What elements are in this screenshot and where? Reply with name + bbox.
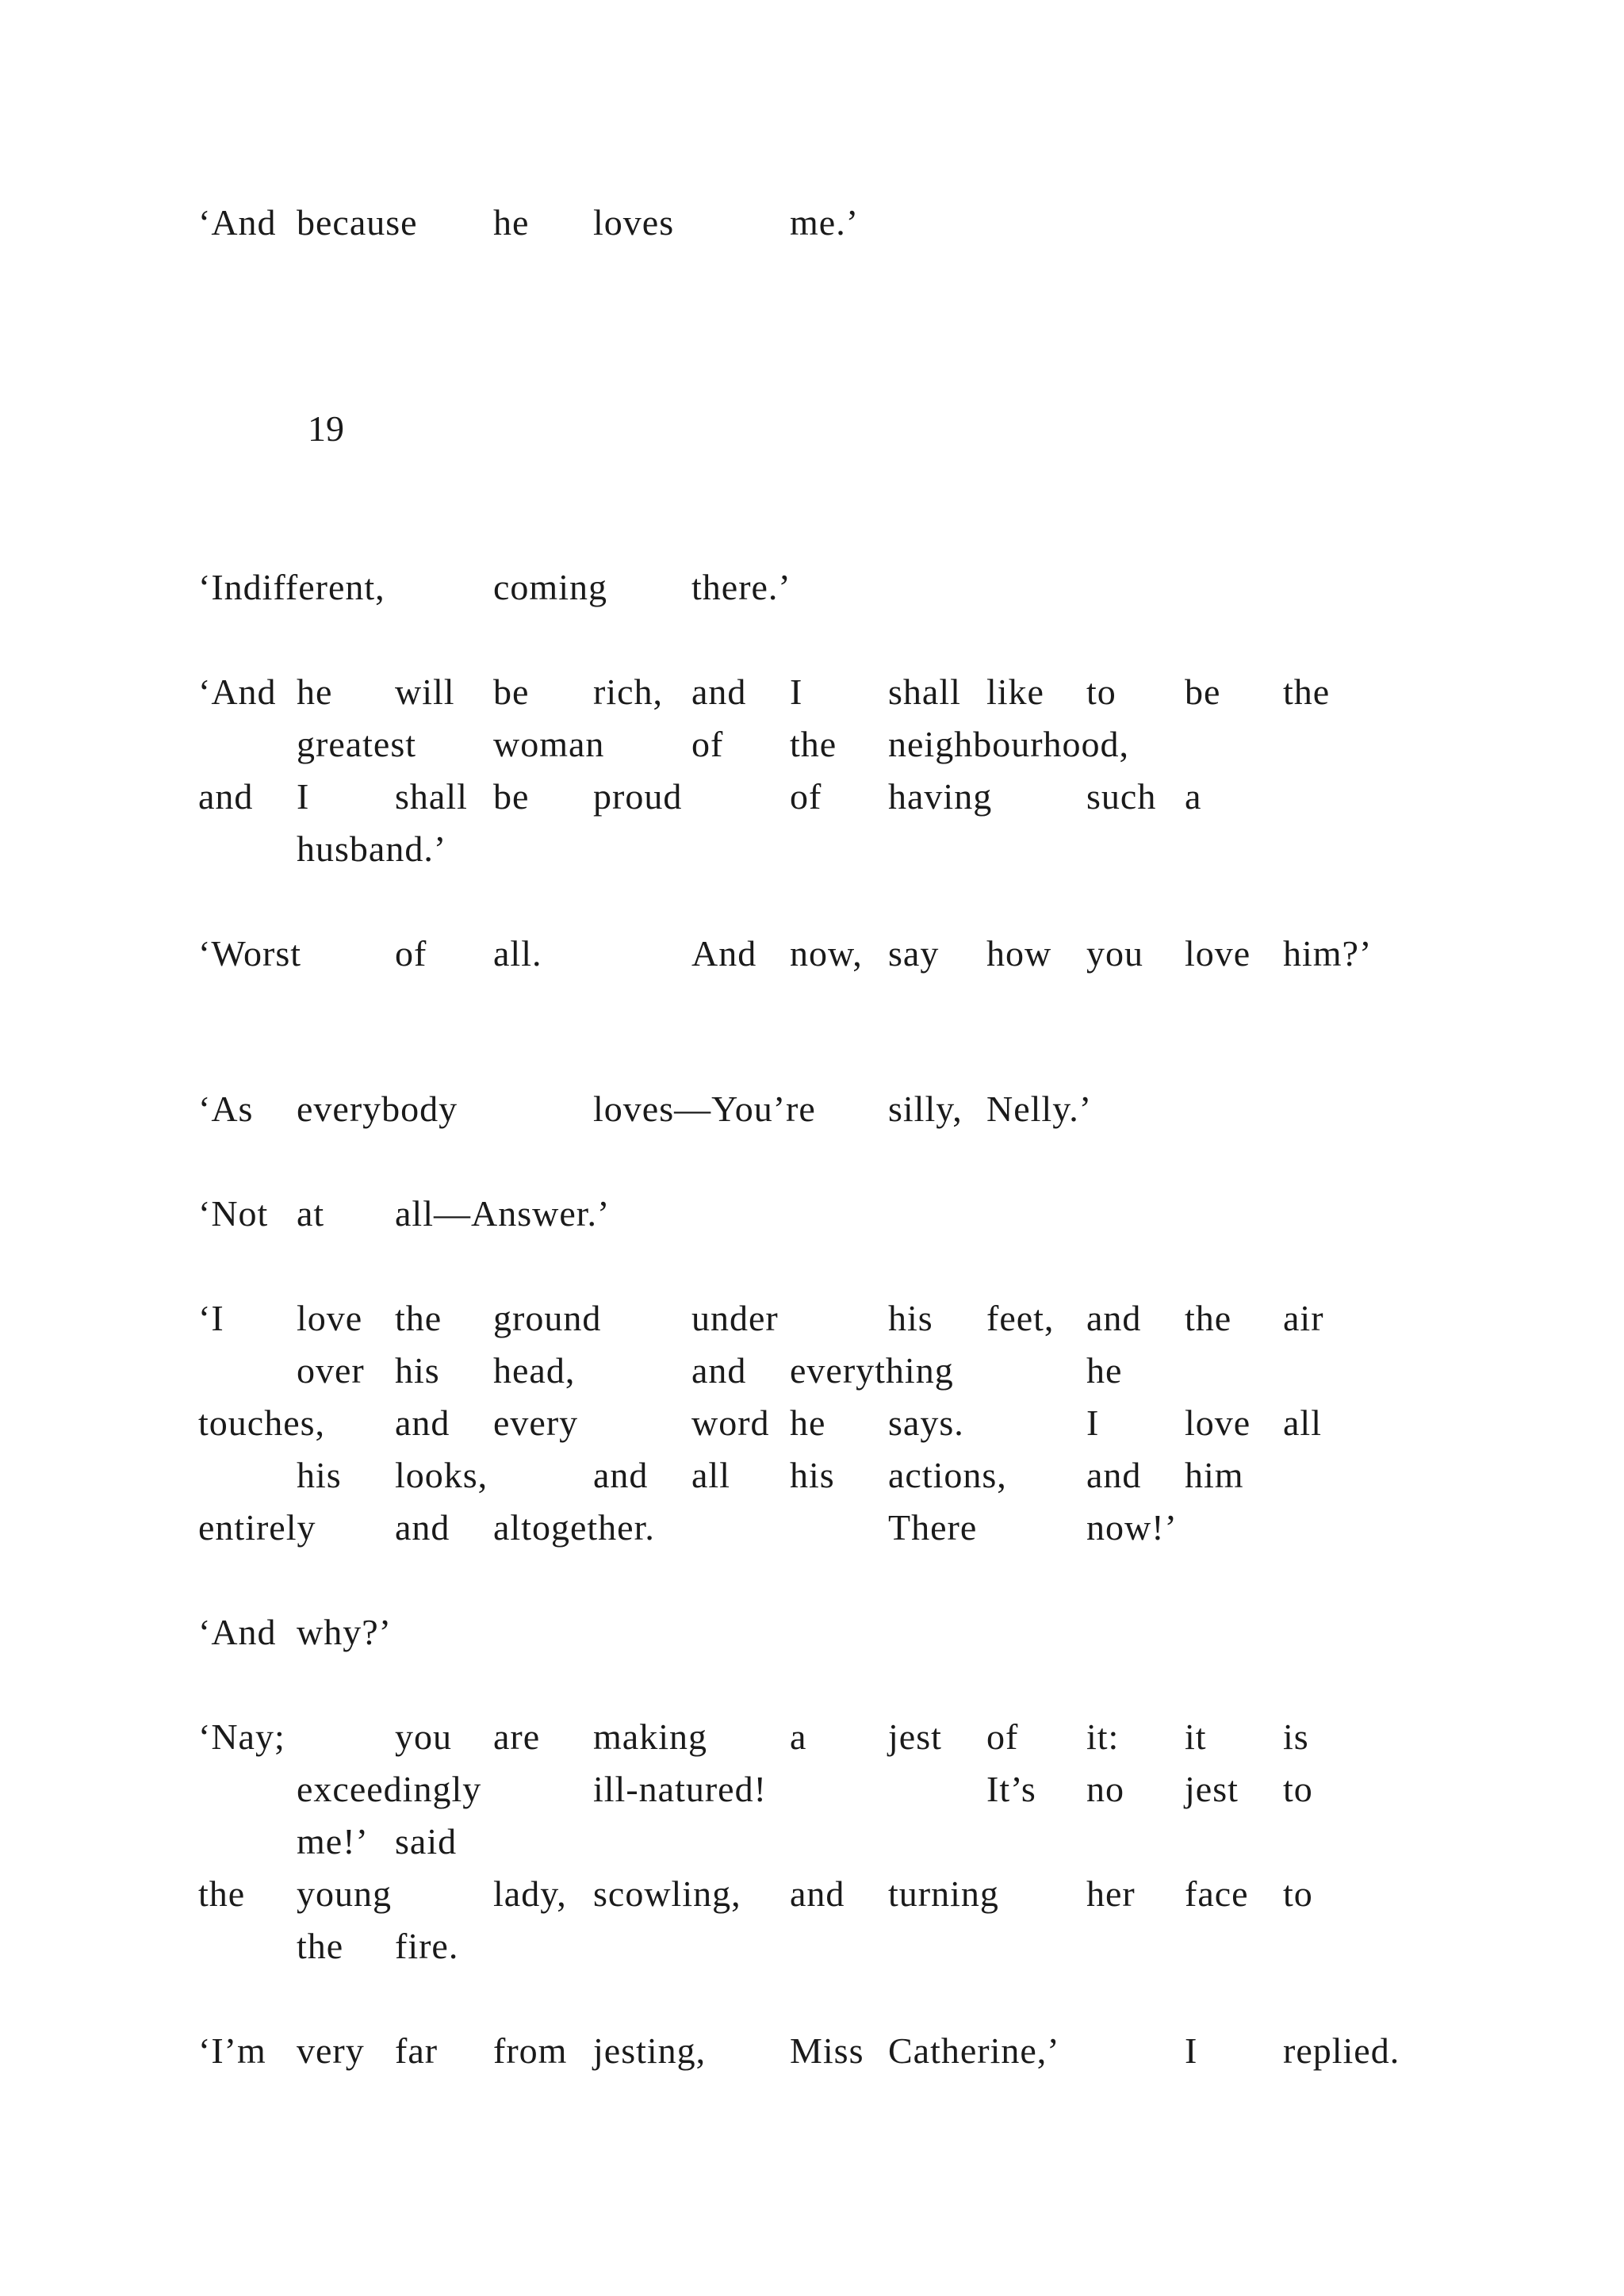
word: ill-natured!: [593, 1769, 767, 1809]
word: he: [1086, 1350, 1123, 1391]
word: now,: [790, 933, 863, 974]
text-line: [0, 1291, 1624, 1346]
word: his: [888, 1298, 933, 1338]
word: shall: [395, 776, 468, 817]
word: greatest: [297, 724, 417, 764]
word: ‘Worst: [198, 933, 302, 974]
text-line: [0, 195, 1624, 251]
text-line: [0, 664, 1624, 720]
word: from: [493, 2030, 568, 2071]
word: coming: [493, 567, 607, 607]
word: the: [297, 1926, 344, 1966]
word: making: [593, 1716, 707, 1757]
word: is: [1283, 1716, 1309, 1757]
word: me.’: [790, 202, 860, 243]
word: shall: [888, 672, 961, 712]
word: rich,: [593, 672, 664, 712]
text-line: [0, 1448, 1624, 1503]
word: I: [297, 776, 310, 817]
word: love: [1185, 933, 1251, 974]
word: and: [593, 1455, 649, 1495]
word: of: [691, 724, 724, 764]
word: and: [691, 1350, 747, 1391]
word: me!’: [297, 1821, 369, 1862]
word: scowling,: [593, 1873, 741, 1914]
word: you: [1086, 933, 1143, 974]
word: now!’: [1086, 1507, 1178, 1548]
word: all—Answer.’: [395, 1193, 611, 1234]
text-line: [0, 717, 1624, 772]
word: he: [790, 1402, 826, 1443]
word: him: [1185, 1455, 1244, 1495]
word: no: [1086, 1769, 1124, 1809]
word: There: [888, 1507, 978, 1548]
text-line: [0, 821, 1624, 877]
word: ground: [493, 1298, 602, 1338]
text-line: [0, 560, 1624, 615]
word: are: [493, 1716, 541, 1757]
word: having: [888, 776, 993, 817]
word: his: [790, 1455, 835, 1495]
word: very: [297, 2030, 365, 2071]
word: word: [691, 1402, 770, 1443]
word: and: [790, 1873, 845, 1914]
word: and: [198, 776, 254, 817]
word: far: [395, 2030, 439, 2071]
text-line: [0, 1605, 1624, 1660]
word: looks,: [395, 1455, 488, 1495]
word: jesting,: [593, 2030, 707, 2071]
word: there.’: [691, 567, 791, 607]
word: I: [1086, 1402, 1100, 1443]
word: be: [1185, 672, 1221, 712]
word: his: [395, 1350, 440, 1391]
text-line: [0, 926, 1624, 982]
word: him?’: [1283, 933, 1373, 974]
word: touches,: [198, 1402, 326, 1443]
text-line: [0, 1343, 1624, 1399]
word: and: [691, 672, 747, 712]
word: and: [395, 1402, 450, 1443]
word: to: [1283, 1873, 1313, 1914]
text-line: [0, 769, 1624, 825]
text-line: [0, 2023, 1624, 2079]
word: the: [790, 724, 837, 764]
word: love: [297, 1298, 363, 1338]
word: ‘I’m: [198, 2030, 266, 2071]
word: ‘And: [198, 672, 277, 712]
word: her: [1086, 1873, 1136, 1914]
word: a: [790, 1716, 807, 1757]
word: such: [1086, 776, 1157, 817]
word: loves: [593, 202, 675, 243]
text-line: [0, 1186, 1624, 1242]
text-line: [0, 1709, 1624, 1765]
word: all.: [493, 933, 542, 974]
word: Catherine,’: [888, 2030, 1060, 2071]
text-line: [0, 1814, 1624, 1869]
word: to: [1086, 672, 1116, 712]
word: says.: [888, 1402, 964, 1443]
word: will: [395, 672, 455, 712]
word: said: [395, 1821, 458, 1862]
word: he: [297, 672, 333, 712]
word: the: [395, 1298, 442, 1338]
word: all: [691, 1455, 730, 1495]
word: of: [790, 776, 822, 817]
word: like: [986, 672, 1044, 712]
word: because: [297, 202, 418, 243]
word: and: [1086, 1298, 1142, 1338]
word: say: [888, 933, 940, 974]
word: fire.: [395, 1926, 459, 1966]
word: ‘Indifferent,: [198, 567, 385, 607]
word: why?’: [297, 1612, 392, 1652]
text-line: [0, 1500, 1624, 1556]
word: woman: [493, 724, 605, 764]
word: jest: [888, 1716, 942, 1757]
word: neighbourhood,: [888, 724, 1130, 764]
word: silly,: [888, 1089, 963, 1129]
word: husband.’: [297, 828, 447, 869]
word: everybody: [297, 1089, 458, 1129]
word: over: [297, 1350, 365, 1391]
word: his: [297, 1455, 342, 1495]
word: and: [1086, 1455, 1142, 1495]
word: under: [691, 1298, 779, 1338]
word: ‘As: [198, 1089, 254, 1129]
word: lady,: [493, 1873, 567, 1914]
word: head,: [493, 1350, 576, 1391]
word: he: [493, 202, 530, 243]
word: exceedingly: [297, 1769, 482, 1809]
word: feet,: [986, 1298, 1055, 1338]
word: It’s: [986, 1769, 1036, 1809]
word: and: [395, 1507, 450, 1548]
word: ‘And: [198, 202, 277, 243]
text-line: [0, 1919, 1624, 1974]
word: Nelly.’: [986, 1089, 1093, 1129]
word: ‘Not: [198, 1193, 269, 1234]
word: entirely: [198, 1507, 316, 1548]
word: ‘I: [198, 1298, 224, 1338]
word: love: [1185, 1402, 1251, 1443]
text-line: [0, 1395, 1624, 1451]
word: the: [1185, 1298, 1232, 1338]
word: the: [198, 1873, 246, 1914]
text-line: [0, 1081, 1624, 1137]
word: of: [986, 1716, 1019, 1757]
word: ‘And: [198, 1612, 277, 1652]
word: how: [986, 933, 1052, 974]
word: actions,: [888, 1455, 1007, 1495]
word: loves—You’re: [593, 1089, 816, 1129]
word: And: [691, 933, 757, 974]
word: every: [493, 1402, 579, 1443]
word: I: [790, 672, 803, 712]
word: to: [1283, 1769, 1313, 1809]
word: a: [1185, 776, 1202, 817]
text-line: [0, 1762, 1624, 1817]
word: be: [493, 776, 530, 817]
word: jest: [1185, 1769, 1239, 1809]
word: you: [395, 1716, 452, 1757]
word: ‘Nay;: [198, 1716, 285, 1757]
word: face: [1185, 1873, 1249, 1914]
page-number: 19: [308, 408, 344, 449]
word: of: [395, 933, 427, 974]
word: turning: [888, 1873, 999, 1914]
word: replied.: [1283, 2030, 1400, 2071]
word: young: [297, 1873, 392, 1914]
word: it:: [1086, 1716, 1120, 1757]
word: altogether.: [493, 1507, 655, 1548]
word: air: [1283, 1298, 1324, 1338]
word: at: [297, 1193, 325, 1234]
word: be: [493, 672, 530, 712]
word: I: [1185, 2030, 1198, 2071]
word: everything: [790, 1350, 954, 1391]
word: it: [1185, 1716, 1207, 1757]
word: the: [1283, 672, 1331, 712]
word: all: [1283, 1402, 1322, 1443]
word: proud: [593, 776, 683, 817]
word: Miss: [790, 2030, 864, 2071]
text-line: [0, 1866, 1624, 1922]
